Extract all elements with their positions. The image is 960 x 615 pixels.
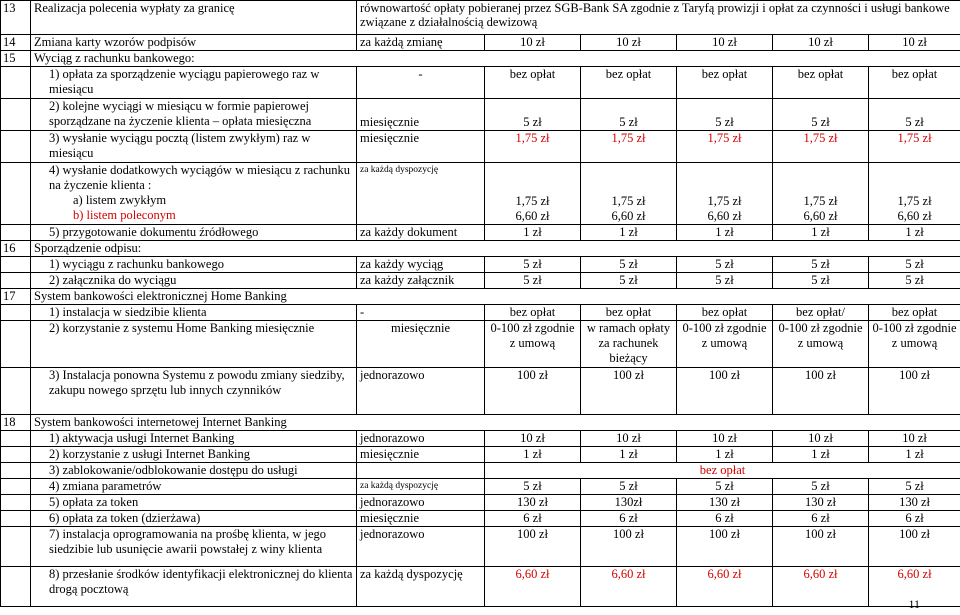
row-title: 3) Instalacja ponowna Systemu z powodu zmiany siedziby, zakupu nowego sprzętu lub innych czynników: [31, 368, 357, 415]
row-title: 5) opłata za token: [31, 495, 357, 511]
fee-cell: 6 zł: [869, 511, 960, 527]
fee-cell: 6 zł: [773, 511, 869, 527]
fee-cell: 1 zł: [581, 225, 677, 241]
fee-cell: 5 zł: [773, 273, 869, 289]
row-17: [1, 289, 960, 305]
row-15: [1, 51, 960, 67]
fee-cell: 5 zł: [485, 273, 581, 289]
fee-cell: 100 zł: [581, 527, 677, 567]
row-freq: miesięcznie: [357, 447, 485, 463]
fee-cell: 5 zł: [677, 257, 773, 273]
row-title: 5) przygotowanie dokumentu źródłowego: [31, 225, 357, 241]
fee-cell: 100 zł: [869, 368, 960, 415]
row-title: 3) wysłanie wyciągu pocztą (listem zwykłym) raz w miesiącu: [31, 131, 357, 163]
row-15-2: [1, 99, 960, 131]
fee-cell: 6 zł: [677, 511, 773, 527]
fee-cell: 1,75 zł: [773, 131, 869, 163]
row-18-2: [1, 447, 960, 463]
fee-cell: 100 zł: [677, 368, 773, 415]
row-title: 1) aktywacja usługi Internet Banking: [31, 431, 357, 447]
fee-cell: 10 zł: [485, 431, 581, 447]
fee-cell: 1,75 zł: [869, 131, 960, 163]
option-a: a) listem zwykłym: [73, 193, 167, 207]
fee-cell: 5 zł: [581, 257, 677, 273]
row-freq: -: [357, 305, 485, 321]
fee-cell: 10 zł: [677, 35, 773, 51]
row-18-3: [1, 463, 960, 479]
row-number: 15: [1, 51, 31, 67]
row-16-2: [1, 273, 960, 289]
row-freq: miesięcznie: [357, 131, 485, 163]
fee-cell: 5 zł: [773, 257, 869, 273]
fee-b: 6,60 zł: [803, 209, 838, 223]
fee-cell: 1,75 zł: [581, 131, 677, 163]
fee-cell: 10 zł: [485, 35, 581, 51]
row-17-1: [1, 305, 960, 321]
row-title: 4) zmiana parametrów: [31, 479, 357, 495]
fee-cell: 1 zł: [869, 225, 960, 241]
row-18-1: [1, 431, 960, 447]
fee-cell: 130zł: [581, 495, 677, 511]
fee-cell: bez opłat: [869, 305, 960, 321]
row-number: 17: [1, 289, 31, 305]
row-number: 16: [1, 241, 31, 257]
row-number: 13: [1, 1, 31, 35]
row-freq: -: [357, 67, 485, 99]
fee-cell: 0-100 zł zgodnie z umową: [485, 321, 581, 368]
fee-a: 1,75 zł: [897, 194, 932, 208]
row-freq: jednorazowo: [357, 527, 485, 567]
fee-cell: 100 zł: [485, 527, 581, 567]
fee-cell: 5 zł: [581, 273, 677, 289]
row-16: [1, 241, 960, 257]
fee-merged: bez opłat: [485, 463, 960, 479]
fee-cell: bez opłat: [869, 67, 960, 99]
row-18: [1, 415, 960, 431]
fee-cell: 10 zł: [677, 431, 773, 447]
fee-cell: 5 zł: [773, 99, 869, 131]
fee-cell: 5 zł: [869, 273, 960, 289]
fee-cell: bez opłat: [581, 305, 677, 321]
fee-cell: bez opłat: [485, 305, 581, 321]
fee-cell: 5 zł: [869, 257, 960, 273]
fee-cell: 100 zł: [677, 527, 773, 567]
fee-cell: 100 zł: [581, 368, 677, 415]
fee-cell: 6,60 zł: [869, 567, 960, 607]
row-number: 18: [1, 415, 31, 431]
row-freq: za każdą dyspozycję: [357, 479, 485, 495]
fee-cell: 1 zł: [869, 447, 960, 463]
fee-b: 6,60 zł: [611, 209, 646, 223]
row-freq: jednorazowo: [357, 431, 485, 447]
row-freq: miesięcznie: [357, 511, 485, 527]
fee-cell: 5 zł: [869, 479, 960, 495]
fee-cell: bez opłat: [485, 67, 581, 99]
row-14: [1, 35, 960, 51]
fee-cell: 5 zł: [773, 479, 869, 495]
row-title: Wyciąg z rachunku bankowego:: [31, 51, 960, 67]
row-freq: równowartość opłaty pobieranej przez SGB-Bank SA zgodnie z Taryfą prowizji i opłat za czynności i usługi bankowe związane z działalnością dewizową: [357, 1, 960, 35]
row-13: [1, 1, 960, 35]
fee-cell: 5 zł: [869, 99, 960, 131]
row-15-1: [1, 67, 960, 99]
fee-cell: 100 zł: [485, 368, 581, 415]
row-title: System bankowości internetowej Internet Banking: [31, 415, 960, 431]
fee-cell: 5 zł: [485, 99, 581, 131]
fee-a: 1,75 zł: [611, 194, 646, 208]
fee-cell: 10 zł: [581, 35, 677, 51]
row-title: 2) kolejne wyciągi w miesiącu w formie papierowej sporządzane na życzenie klienta – opłata miesięczna: [31, 99, 357, 131]
fee-cell: 130 zł: [773, 495, 869, 511]
row-freq: za każdy załącznik: [357, 273, 485, 289]
row-freq: za każdą dyspozycję: [357, 567, 485, 607]
row-freq: jednorazowo: [357, 368, 485, 415]
row-title: 7) instalacja oprogramowania na prośbę klienta, w jego siedzibie lub usunięcie awarii powstałej z winy klienta: [31, 527, 357, 567]
fee-b: 6,60 zł: [515, 209, 550, 223]
row-18-4: [1, 479, 960, 495]
fee-cell: 10 zł: [773, 431, 869, 447]
fee-cell: 1 zł: [485, 225, 581, 241]
fee-cell: 5 zł: [485, 479, 581, 495]
row-title: Zmiana karty wzorów podpisów: [31, 35, 357, 51]
fee-cell: 10 zł: [869, 431, 960, 447]
fee-cell: 6,60 zł: [773, 567, 869, 607]
fee-a: 1,75 zł: [803, 194, 838, 208]
fee-cell: 100 zł: [773, 368, 869, 415]
fee-cell: 10 zł: [869, 35, 960, 51]
fee-cell: bez opłat: [677, 67, 773, 99]
fee-cell: 100 zł: [773, 527, 869, 567]
row-freq: za każdy wyciąg: [357, 257, 485, 273]
row-15-5: [1, 225, 960, 241]
row-title: 4) wysłanie dodatkowych wyciągów w miesiącu z rachunku na życzenie klienta :: [49, 163, 350, 192]
fee-cell: 5 zł: [581, 99, 677, 131]
fee-cell: 1 zł: [581, 447, 677, 463]
fee-cell: 1,75 zł: [677, 131, 773, 163]
fee-cell: 5 zł: [677, 479, 773, 495]
row-17-3: [1, 368, 960, 415]
fee-cell: 1 zł: [485, 447, 581, 463]
fee-cell: 5 zł: [581, 479, 677, 495]
fee-cell: 0-100 zł zgodnie z umową: [869, 321, 960, 368]
fee-cell: bez opłat: [773, 67, 869, 99]
row-title: 1) wyciągu z rachunku bankowego: [31, 257, 357, 273]
fee-b: 6,60 zł: [897, 209, 932, 223]
row-title: 2) korzystanie z systemu Home Banking miesięcznie: [31, 321, 357, 368]
row-title: System bankowości elektronicznej Home Banking: [31, 289, 960, 305]
row-15-3: [1, 131, 960, 163]
fee-a: 1,75 zł: [515, 194, 550, 208]
fee-cell: 6 zł: [485, 511, 581, 527]
row-freq: miesięcznie: [357, 99, 485, 131]
fee-cell: bez opłat: [581, 67, 677, 99]
fee-cell: 10 zł: [773, 35, 869, 51]
fee-cell: 1 zł: [773, 447, 869, 463]
row-16-1: [1, 257, 960, 273]
fee-cell: 1 zł: [677, 447, 773, 463]
row-title: 3) zablokowanie/odblokowanie dostępu do usługi: [31, 463, 357, 479]
row-number: 14: [1, 35, 31, 51]
fee-a: 1,75 zł: [707, 194, 742, 208]
fee-cell: 130 zł: [677, 495, 773, 511]
row-freq: miesięcznie: [357, 321, 485, 368]
fee-cell: 6,60 zł: [677, 567, 773, 607]
fee-cell: 6,60 zł: [581, 567, 677, 607]
row-18-8: [1, 567, 960, 607]
fee-b: 6,60 zł: [707, 209, 742, 223]
fee-cell: 5 zł: [677, 273, 773, 289]
fee-cell: 6,60 zł: [485, 567, 581, 607]
fee-cell: 1 zł: [677, 225, 773, 241]
fee-cell: 6 zł: [581, 511, 677, 527]
row-18-7: [1, 527, 960, 567]
row-title: 8) przesłanie środków identyfikacji elektronicznej do klienta drogą pocztową: [31, 567, 357, 607]
row-freq: za każdą zmianę: [357, 35, 485, 51]
fee-cell: 130 zł: [485, 495, 581, 511]
row-17-2: [1, 321, 960, 368]
row-title: 1) instalacja w siedzibie klienta: [31, 305, 357, 321]
fee-cell: 100 zł: [869, 527, 960, 567]
row-title: Sporządzenie odpisu:: [31, 241, 960, 257]
row-title: Realizacja polecenia wypłaty za granicę: [31, 1, 357, 35]
fee-cell: 130 zł: [869, 495, 960, 511]
option-b: b) listem poleconym: [73, 208, 176, 222]
row-freq: za każdą dyspozycję: [357, 163, 485, 225]
row-title: 2) korzystanie z usługi Internet Banking: [31, 447, 357, 463]
row-freq: [357, 463, 485, 479]
fee-cell: w ramach opłaty za rachunek bieżący: [581, 321, 677, 368]
row-title: 2) załącznika do wyciągu: [31, 273, 357, 289]
fee-cell: 5 zł: [485, 257, 581, 273]
fee-cell: 0-100 zł zgodnie z umową: [677, 321, 773, 368]
fee-cell: bez opłat: [677, 305, 773, 321]
row-15-4: [1, 163, 960, 225]
row-freq: za każdy dokument: [357, 225, 485, 241]
fee-cell: 5 zł: [677, 99, 773, 131]
fee-cell: 0-100 zł zgodnie z umową: [773, 321, 869, 368]
row-18-6: [1, 511, 960, 527]
row-title: 6) opłata za token (dzierżawa): [31, 511, 357, 527]
row-title: 1) opłata za sporządzenie wyciągu papierowego raz w miesiącu: [31, 67, 357, 99]
fee-cell: 1 zł: [773, 225, 869, 241]
fee-cell: bez opłat/: [773, 305, 869, 321]
fee-cell: 10 zł: [581, 431, 677, 447]
row-18-5: [1, 495, 960, 511]
page-number: 11: [908, 597, 920, 611]
row-freq: jednorazowo: [357, 495, 485, 511]
fee-cell: 1,75 zł: [485, 131, 581, 163]
